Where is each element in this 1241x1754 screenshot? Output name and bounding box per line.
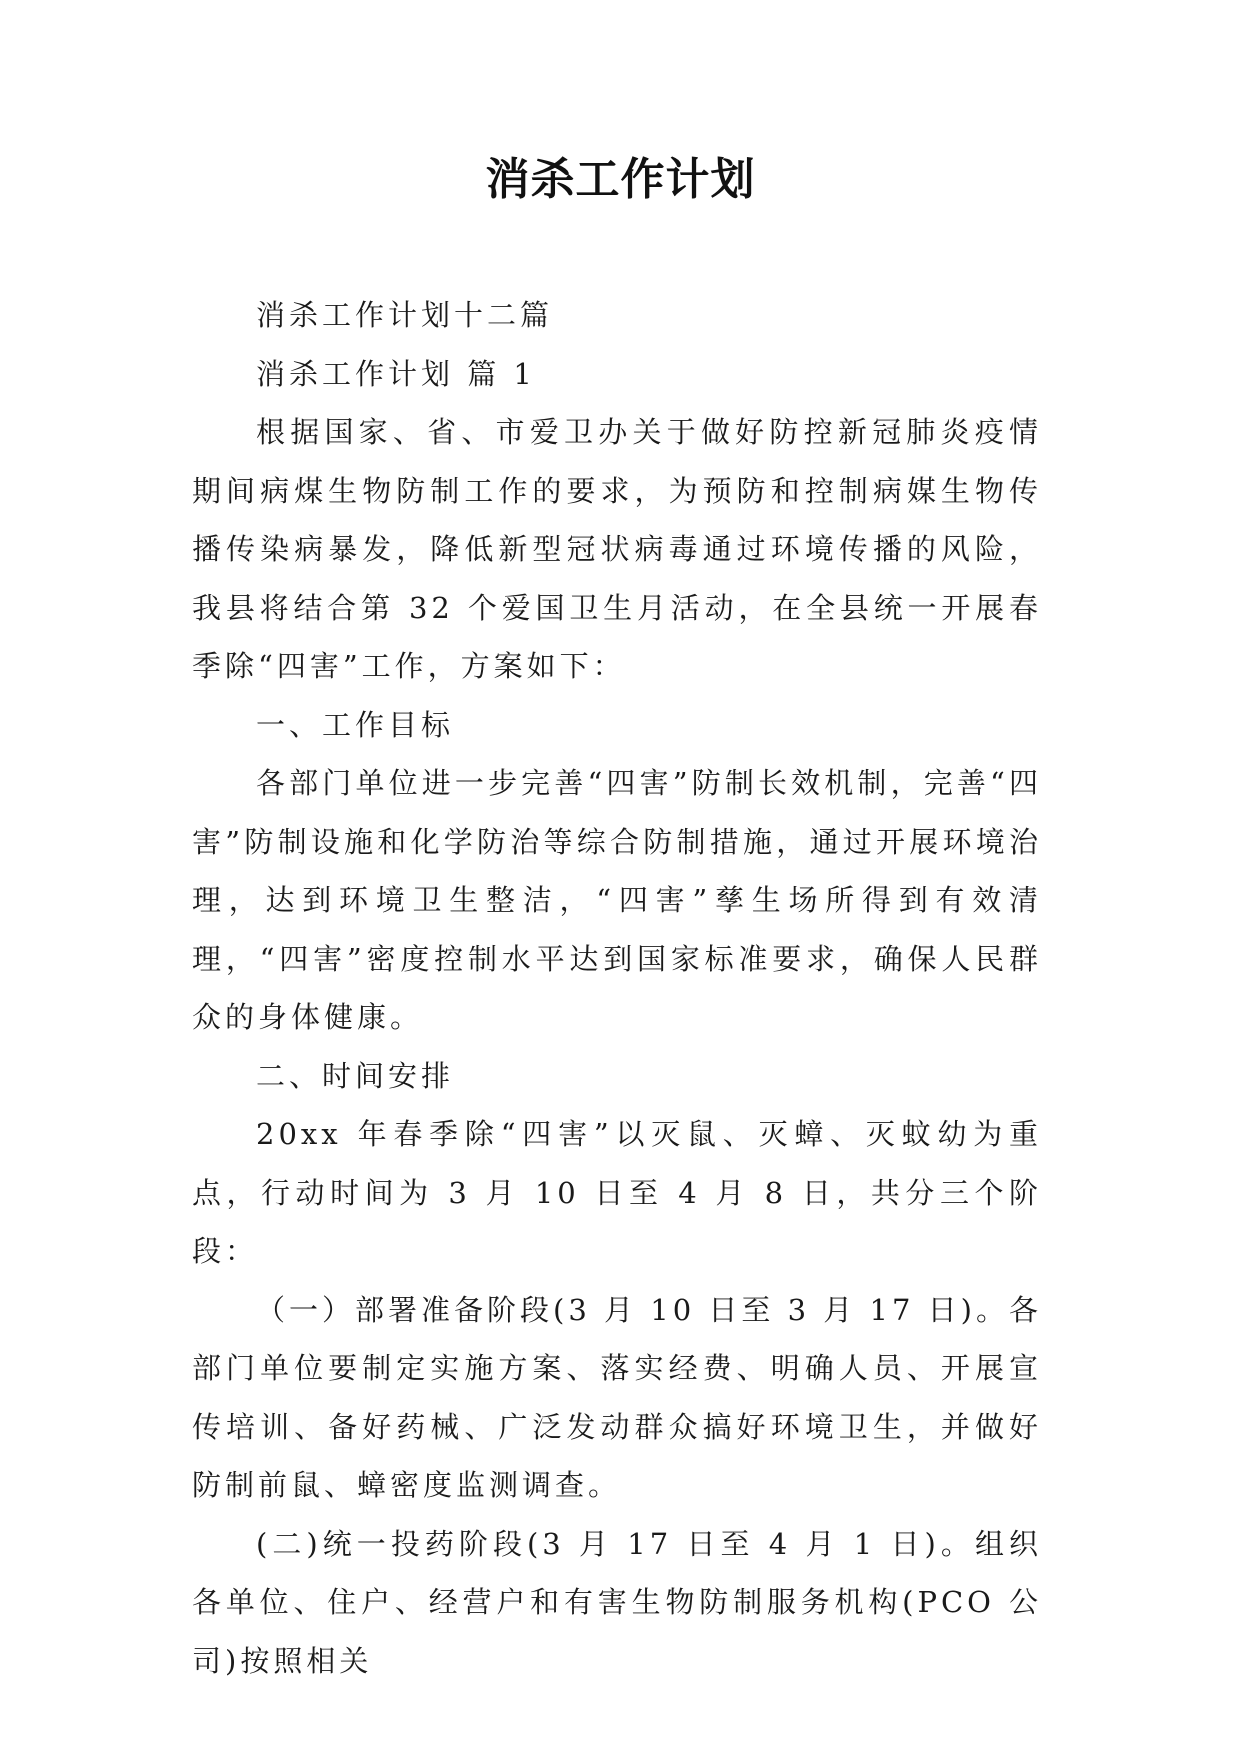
paragraph-stage-two: (二)统一投药阶段(3 月 17 日至 4 月 1 日)。组织各单位、住户、经营户和有害生物防制服务机构(PCO 公司)按照相关 [192,1526,1042,1678]
paragraph-subtitle: 消杀工作计划十二篇 [256,298,554,332]
document-title: 消杀工作计划 [485,154,756,205]
paragraph-chapter-heading: 消杀工作计划 篇 1 [256,356,536,391]
paragraph-intro: 根据国家、省、市爱卫办关于做好防控新冠肺炎疫情期间病煤生物防制工作的要求，为预防和控制病媒生物传播传染病暴发，降低新型冠状病毒通过环境传播的风险，我县将结合第 32 个爱国卫生月活动，在全县统一开展春季除“四害”工作，方案如下： [192,415,1042,683]
paragraph-goals: 各部门单位进一步完善“四害”防制长效机制，完善“四害”防制设施和化学防治等综合防制措施，通过开展环境治理，达到环境卫生整洁，“四害”孳生场所得到有效清理，“四害”密度控制水平达到国家标准要求，确保人民群众的身体健康。 [192,766,1042,1034]
paragraph-schedule: 20xx 年春季除“四害”以灭鼠、灭蟑、灭蚊幼为重点，行动时间为 3 月 10 日至 4 月 8 日，共分三个阶段： [192,1117,1042,1268]
section-heading-goals: 一、工作目标 [256,707,455,742]
section-heading-schedule: 二、时间安排 [256,1058,455,1093]
paragraph-stage-one: （一）部署准备阶段(3 月 10 日至 3 月 17 日)。各部门单位要制定实施方案、落实经费、明确人员、开展宣传培训、备好药械、广泛发动群众搞好环境卫生，并做好防制前鼠、蟑密度监测调查。 [192,1292,1042,1502]
document-body [192,286,1042,1690]
